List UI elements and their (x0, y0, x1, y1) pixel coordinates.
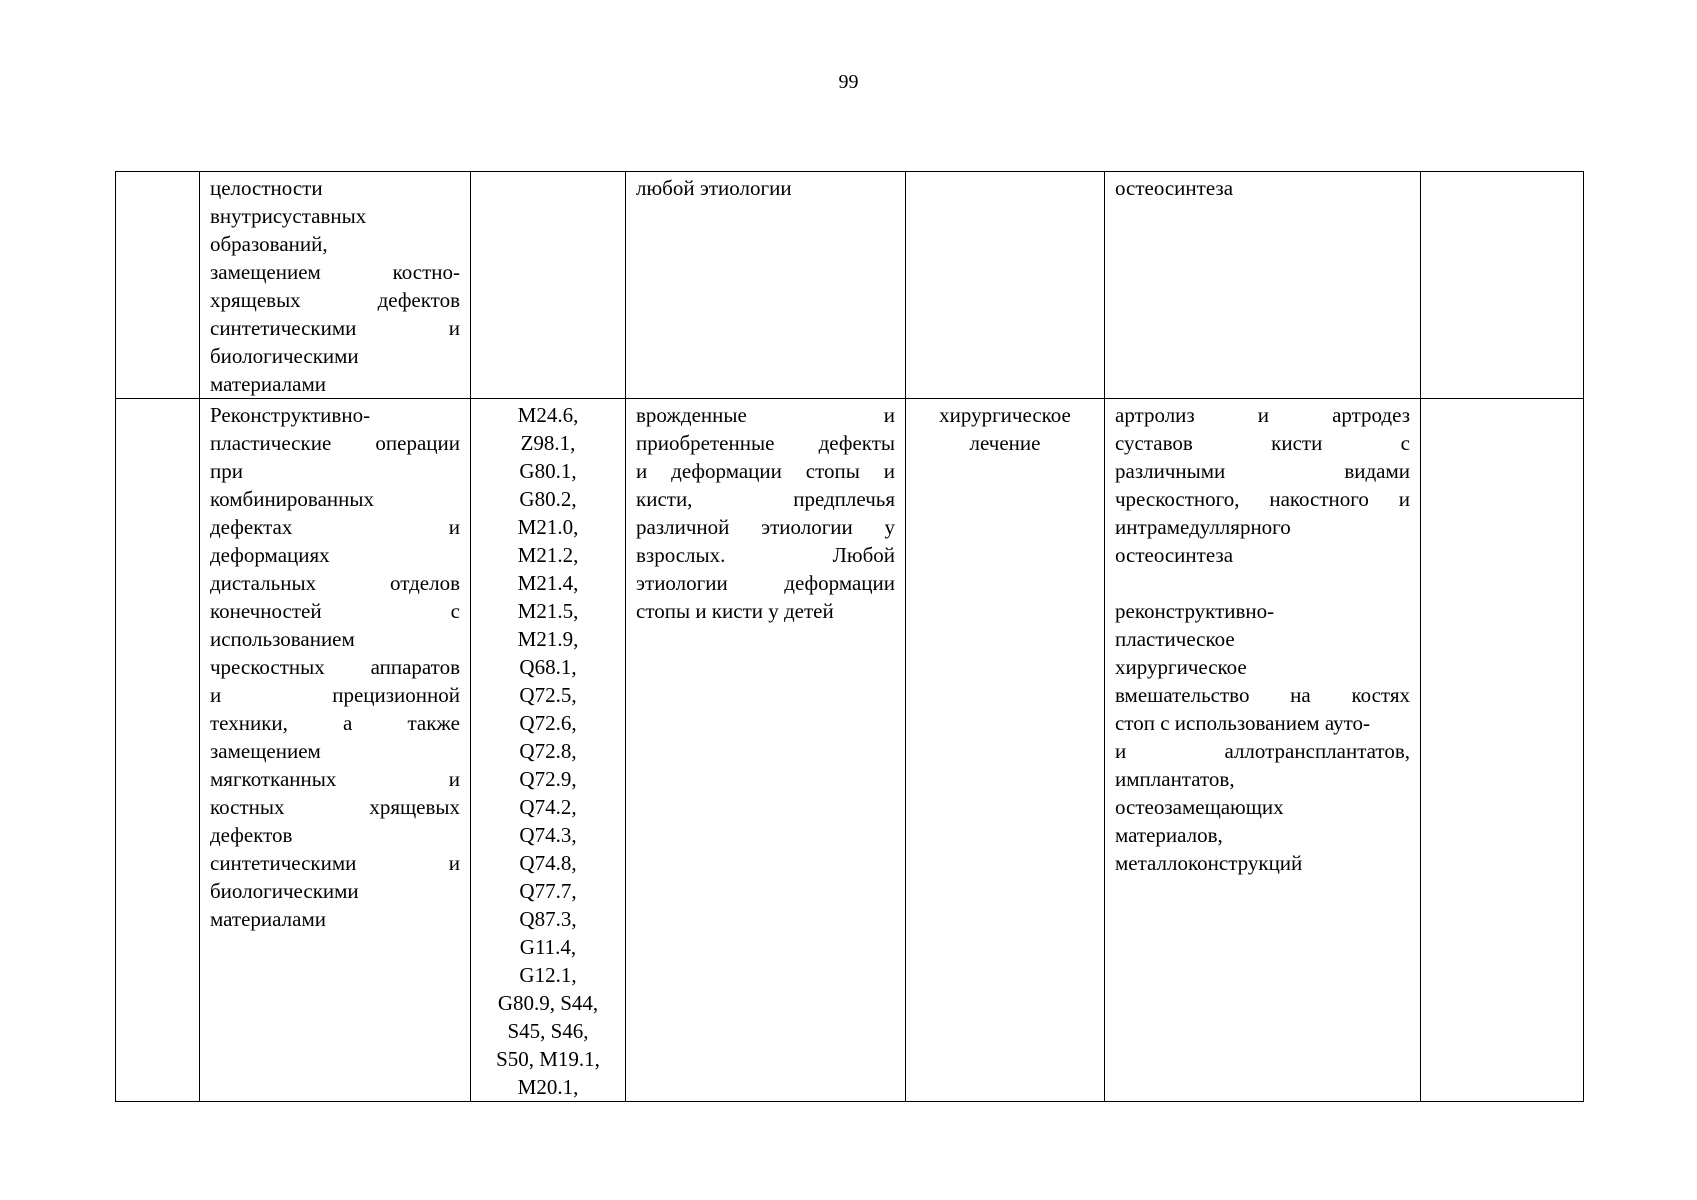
text-line (210, 849, 460, 877)
text-line (210, 230, 460, 258)
text-word: хрящевых (210, 288, 301, 312)
page-number: 99 (838, 71, 859, 93)
text-word: синтетическими (210, 851, 357, 875)
cell-treatment-type (906, 399, 1105, 1102)
text-word: с (450, 599, 460, 623)
text-line: Q72.5, (519, 683, 577, 707)
text-line: M21.2, (517, 543, 579, 567)
text-line: M21.5, (517, 599, 579, 623)
text-line: M21.9, (517, 627, 579, 651)
text-line (1115, 849, 1410, 877)
procedure-text (210, 174, 460, 398)
table-row (116, 172, 1584, 399)
text-word: конечностей (210, 599, 322, 623)
text-word: костях (1351, 683, 1410, 707)
text-line (1115, 653, 1410, 681)
text-line (1115, 174, 1410, 202)
text-word: приобретенные (636, 431, 775, 455)
text-line (210, 513, 460, 541)
text-line: хирургическое (939, 403, 1071, 427)
text-word: и (448, 515, 460, 539)
text-line: Q72.6, (519, 711, 577, 735)
text-word: на (1290, 683, 1311, 707)
text-line: S50, M19.1, (496, 1047, 600, 1071)
text-word: металлоконструкций (1115, 851, 1303, 875)
text-line: Q72.9, (519, 767, 577, 791)
cell-procedure (200, 399, 471, 1102)
text-word: различными (1115, 459, 1226, 483)
text-word: суставов (1115, 431, 1193, 455)
text-word: накостного (1269, 487, 1369, 511)
text-word: Любой (832, 543, 895, 567)
text-word: любой этиологии (636, 176, 792, 200)
text-line: Q72.8, (519, 739, 577, 763)
text-line: M24.6, (517, 403, 579, 427)
text-word: целостности (210, 176, 323, 200)
text-line (210, 174, 460, 202)
text-word: дефектов (210, 823, 293, 847)
text-word: мягкотканных (210, 767, 337, 791)
text-line (210, 314, 460, 342)
text-word: хрящевых (369, 795, 460, 819)
text-line (1115, 401, 1410, 429)
text-line (636, 174, 895, 202)
text-line (210, 709, 460, 737)
text-word: материалами (210, 372, 326, 396)
text-line: M21.0, (517, 515, 579, 539)
text-word: использованием (210, 627, 355, 651)
cell-codes (471, 172, 626, 399)
text-line (210, 401, 460, 429)
text-word: дефекты (818, 431, 895, 455)
text-line (1115, 541, 1410, 569)
text-word: предплечья (793, 487, 895, 511)
text-word: артродез (1332, 403, 1410, 427)
text-word: имплантатов, (1115, 767, 1235, 791)
text-word: биологическими (210, 879, 359, 903)
text-word: чрескостных (210, 655, 325, 679)
text-word: вмешательство (1115, 683, 1250, 707)
text-line (210, 681, 460, 709)
text-word: отделов (389, 571, 460, 595)
text-word: видами (1344, 459, 1410, 483)
text-word: костно- (392, 260, 460, 284)
text-line (1115, 625, 1410, 653)
text-word: также (407, 711, 460, 735)
text-line: Q87.3, (519, 907, 577, 931)
treatment-method-text (1115, 401, 1410, 877)
text-word: пластическое (1115, 627, 1235, 651)
cell-number (116, 399, 200, 1102)
text-line (636, 429, 895, 457)
text-word: материалами (210, 907, 326, 931)
cell-diagnosis (626, 172, 906, 399)
text-word: стоп с использованием ауто- (1115, 711, 1370, 735)
text-word: прецизионной (332, 683, 460, 707)
text-line: Z98.1, (520, 431, 576, 455)
text-word: техники, (210, 711, 288, 735)
text-line (210, 821, 460, 849)
text-line (636, 401, 895, 429)
text-word: деформации (671, 459, 782, 483)
procedure-text (210, 401, 460, 933)
text-line (1115, 513, 1410, 541)
text-word: взрослых. (636, 543, 726, 567)
text-line: Q74.3, (519, 823, 577, 847)
text-word: и (883, 403, 895, 427)
text-word: деформации (784, 571, 895, 595)
cell-extra (1421, 172, 1584, 399)
text-word: этиологии (761, 515, 853, 539)
text-word: стопы (805, 459, 860, 483)
text-line: лечение (969, 431, 1041, 455)
cell-number (116, 172, 200, 399)
text-line: Q68.1, (519, 655, 577, 679)
cell-treatment-type (906, 172, 1105, 399)
text-line (636, 513, 895, 541)
text-line (636, 457, 895, 485)
text-word: дефектах (210, 515, 293, 539)
text-word: этиологии (636, 571, 728, 595)
text-line: M21.4, (517, 571, 579, 595)
text-line (210, 569, 460, 597)
text-word: биологическими (210, 344, 359, 368)
text-line (1115, 485, 1410, 513)
text-word: комбинированных (210, 487, 374, 511)
text-line: G80.2, (519, 487, 577, 511)
text-line (1115, 709, 1410, 737)
text-line: S45, S46, (507, 1019, 589, 1043)
text-word: врожденные (636, 403, 747, 427)
text-word: и (1257, 403, 1270, 427)
text-word: Реконструктивно- (210, 403, 371, 427)
text-line: G80.1, (519, 459, 577, 483)
text-word: внутрисуставных (210, 204, 367, 228)
text-word: с (1400, 431, 1410, 455)
cell-diagnosis (626, 399, 906, 1102)
text-word: и (210, 683, 222, 707)
paragraph-gap (1115, 569, 1410, 597)
diagnosis-text (636, 174, 895, 202)
text-word: аппаратов (370, 655, 460, 679)
text-line (210, 485, 460, 513)
text-line (210, 905, 460, 933)
text-word: хирургическое (1115, 655, 1247, 679)
text-word: кисти, (636, 487, 693, 511)
text-line (210, 370, 460, 398)
text-word: интрамедуллярного (1115, 515, 1291, 539)
text-word: операции (375, 431, 460, 455)
text-word: синтетическими (210, 316, 357, 340)
text-word: реконструктивно- (1115, 599, 1275, 623)
text-word: остеосинтеза (1115, 543, 1234, 567)
text-line (1115, 597, 1410, 625)
text-line (210, 625, 460, 653)
cell-treatment-method (1105, 399, 1421, 1102)
text-word: и (1115, 739, 1127, 763)
text-word: различной (636, 515, 730, 539)
text-word: пластические (210, 431, 332, 455)
text-line: G11.4, (519, 935, 577, 959)
text-line (210, 541, 460, 569)
text-word: дефектов (377, 288, 460, 312)
text-word: остеозамещающих (1115, 795, 1284, 819)
text-line (1115, 793, 1410, 821)
cell-treatment-method (1105, 172, 1421, 399)
text-line (636, 569, 895, 597)
text-line: Q74.8, (519, 851, 577, 875)
cell-extra (1421, 399, 1584, 1102)
text-word: и (883, 459, 895, 483)
text-line (1115, 821, 1410, 849)
text-line (210, 653, 460, 681)
text-word: замещением (210, 260, 321, 284)
text-line: G80.9, S44, (497, 991, 599, 1015)
text-word: кисти (1271, 431, 1323, 455)
procedures-table (115, 171, 1584, 1102)
text-line (210, 258, 460, 286)
text-line (210, 286, 460, 314)
text-line (1115, 681, 1410, 709)
text-line: M20.1, (517, 1075, 579, 1099)
text-line (1115, 765, 1410, 793)
text-word: и (448, 851, 460, 875)
text-line (210, 737, 460, 765)
text-line (1115, 737, 1410, 765)
text-word: у (884, 515, 895, 539)
text-word: и (636, 459, 648, 483)
text-word: замещением (210, 739, 321, 763)
text-line (1115, 429, 1410, 457)
text-word: и (448, 767, 460, 791)
diagnosis-text (636, 401, 895, 625)
text-word: материалов, (1115, 823, 1223, 847)
cell-codes (471, 399, 626, 1102)
text-word: дистальных (210, 571, 317, 595)
text-word: деформациях (210, 543, 330, 567)
text-line (210, 342, 460, 370)
text-line (636, 485, 895, 513)
text-line (636, 541, 895, 569)
text-line (210, 202, 460, 230)
text-line: Q77.7, (519, 879, 577, 903)
text-line: Q74.2, (519, 795, 577, 819)
text-line (210, 793, 460, 821)
text-line (210, 877, 460, 905)
text-line (210, 429, 460, 457)
text-word: чрескостного, (1115, 487, 1240, 511)
treatment-method-text (1115, 174, 1410, 202)
text-word: стопы и кисти у детей (636, 599, 834, 623)
text-word: артролиз (1115, 403, 1195, 427)
text-word: и (1398, 487, 1410, 511)
text-word: а (343, 711, 353, 735)
text-line (210, 597, 460, 625)
codes-text (481, 401, 615, 1101)
text-line (210, 457, 460, 485)
text-word: при (210, 459, 243, 483)
treatment-type-text (916, 401, 1094, 457)
text-line (210, 765, 460, 793)
text-line (1115, 457, 1410, 485)
text-word: и (448, 316, 460, 340)
text-word: аллотрансплантатов, (1224, 739, 1410, 763)
cell-procedure (200, 172, 471, 399)
text-line (636, 597, 895, 625)
text-word: костных (210, 795, 285, 819)
table-row (116, 399, 1584, 1102)
text-line: G12.1, (519, 963, 577, 987)
text-word: остеосинтеза (1115, 176, 1234, 200)
text-word: образований, (210, 232, 328, 256)
